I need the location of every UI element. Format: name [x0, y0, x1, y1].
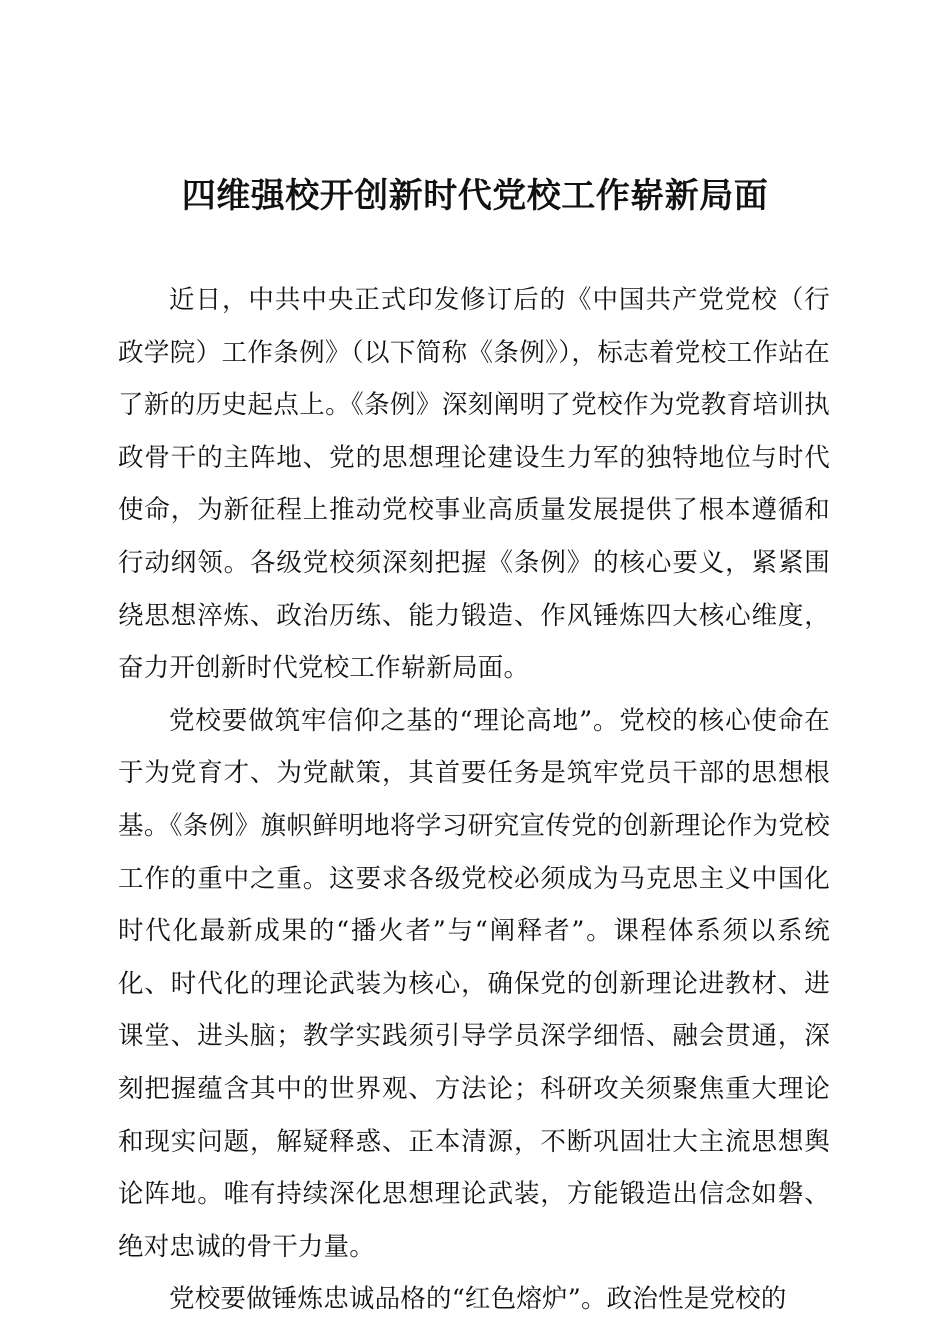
document-body	[118, 274, 830, 1326]
paragraph-theory-highland: 党校要做筑牢信仰之基的“理论高地”。党校的核心使命在于为党育才、为党献策，其首要任务是筑牢党员干部的思想根基。《条例》旗帜鲜明地将学习研究宣传党的创新理论作为党校工作的重中之重。这要求各级党校必须成为马克思主义中国化时代化最新成果的“播火者”与“阐释者”。课程体系须以系统化、时代化的理论武装为核心，确保党的创新理论进教材、进课堂、进头脑；教学实践须引导学员深学细悟、融会贯通，深刻把握蕴含其中的世界观、方法论；科研攻关须聚焦重大理论和现实问题，解疑释惑、正本清源，不断巩固壮大主流思想舆论阵地。唯有持续深化思想理论武装，方能锻造出信念如磐、绝对忠诚的骨干力量。	[118, 705, 830, 1262]
paragraph-red-furnace: 党校要做锤炼忠诚品格的“红色熔炉”。政治性是党校的	[169, 1284, 787, 1315]
document-title: 四维强校开创新时代党校工作崭新局面	[181, 176, 769, 216]
paragraph-intro: 近日，中共中央正式印发修订后的《中国共产党党校（行政学院）工作条例》（以下简称《条例》），标志着党校工作站在了新的历史起点上。《条例》深刻阐明了党校作为党教育培训执政骨干的主阵地、党的思想理论建设生力军的独特地位与时代使命，为新征程上推动党校事业高质量发展提供了根本遵循和行动纲领。各级党校须深刻把握《条例》的核心要义，紧紧围绕思想淬炼、政治历练、能力锻造、作风锤炼四大核心维度，奋力开创新时代党校工作崭新局面。	[118, 285, 830, 684]
